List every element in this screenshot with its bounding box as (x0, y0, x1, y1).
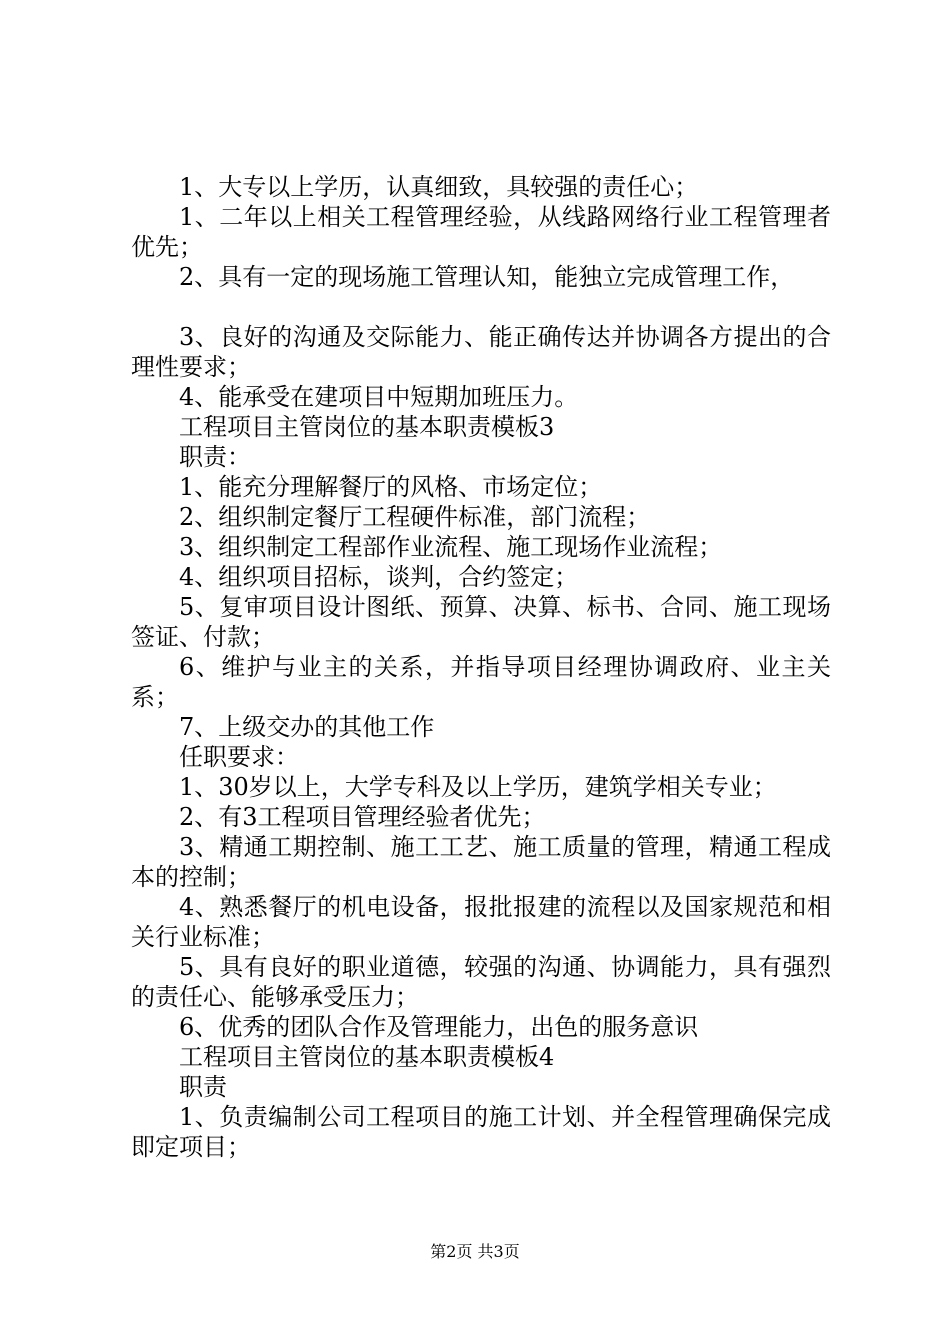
document-body (131, 172, 831, 1162)
paragraph: 3、精通工期控制、施工工艺、施工质量的管理，精通工程成本的控制； (131, 833, 831, 891)
paragraph: 2、组织制定餐厅工程硬件标准，部门流程； (179, 503, 651, 531)
paragraph: 5、复审项目设计图纸、预算、决算、标书、合同、施工现场签证、付款； (131, 593, 831, 651)
paragraph: 6、维护与业主的关系，并指导项目经理协调政府、业主关系； (131, 653, 831, 711)
subheading: 职责： (179, 443, 251, 471)
paragraph: 1、30岁以上，大学专科及以上学历，建筑学相关专业； (179, 773, 777, 801)
paragraph: 4、熟悉餐厅的机电设备，报批报建的流程以及国家规范和相关行业标准； (131, 893, 831, 951)
paragraph: 7、上级交办的其他工作 (179, 713, 435, 741)
paragraph: 6、优秀的团队合作及管理能力，出色的服务意识 (179, 1013, 699, 1041)
subheading: 任职要求： (179, 743, 299, 771)
paragraph: 5、具有良好的职业道德，较强的沟通、协调能力，具有强烈的责任心、能够承受压力； (131, 953, 831, 1011)
paragraph: 4、组织项目招标，谈判，合约签定； (179, 563, 579, 591)
paragraph: 2、有3工程项目管理经验者优先； (179, 803, 546, 831)
paragraph: 1、大专以上学历，认真细致，具较强的责任心； (179, 173, 699, 201)
paragraph: 1、能充分理解餐厅的风格、市场定位； (179, 473, 603, 501)
paragraph: 3、组织制定工程部作业流程、施工现场作业流程； (179, 533, 723, 561)
section-heading: 工程项目主管岗位的基本职责模板4 (179, 1043, 555, 1071)
section-heading: 工程项目主管岗位的基本职责模板3 (179, 413, 555, 441)
paragraph: 4、能承受在建项目中短期加班压力。 (179, 383, 579, 411)
paragraph: 2、具有一定的现场施工管理认知，能独立完成管理工作， (179, 263, 795, 291)
page-number-footer: 第2页 共3页 (430, 1242, 520, 1261)
paragraph: 3、良好的沟通及交际能力、能正确传达并协调各方提出的合理性要求； (131, 323, 831, 381)
paragraph: 1、负责编制公司工程项目的施工计划、并全程管理确保完成即定项目； (131, 1103, 831, 1161)
subheading: 职责 (179, 1073, 227, 1101)
paragraph: 1、二年以上相关工程管理经验，从线路网络行业工程管理者优先； (131, 203, 831, 261)
